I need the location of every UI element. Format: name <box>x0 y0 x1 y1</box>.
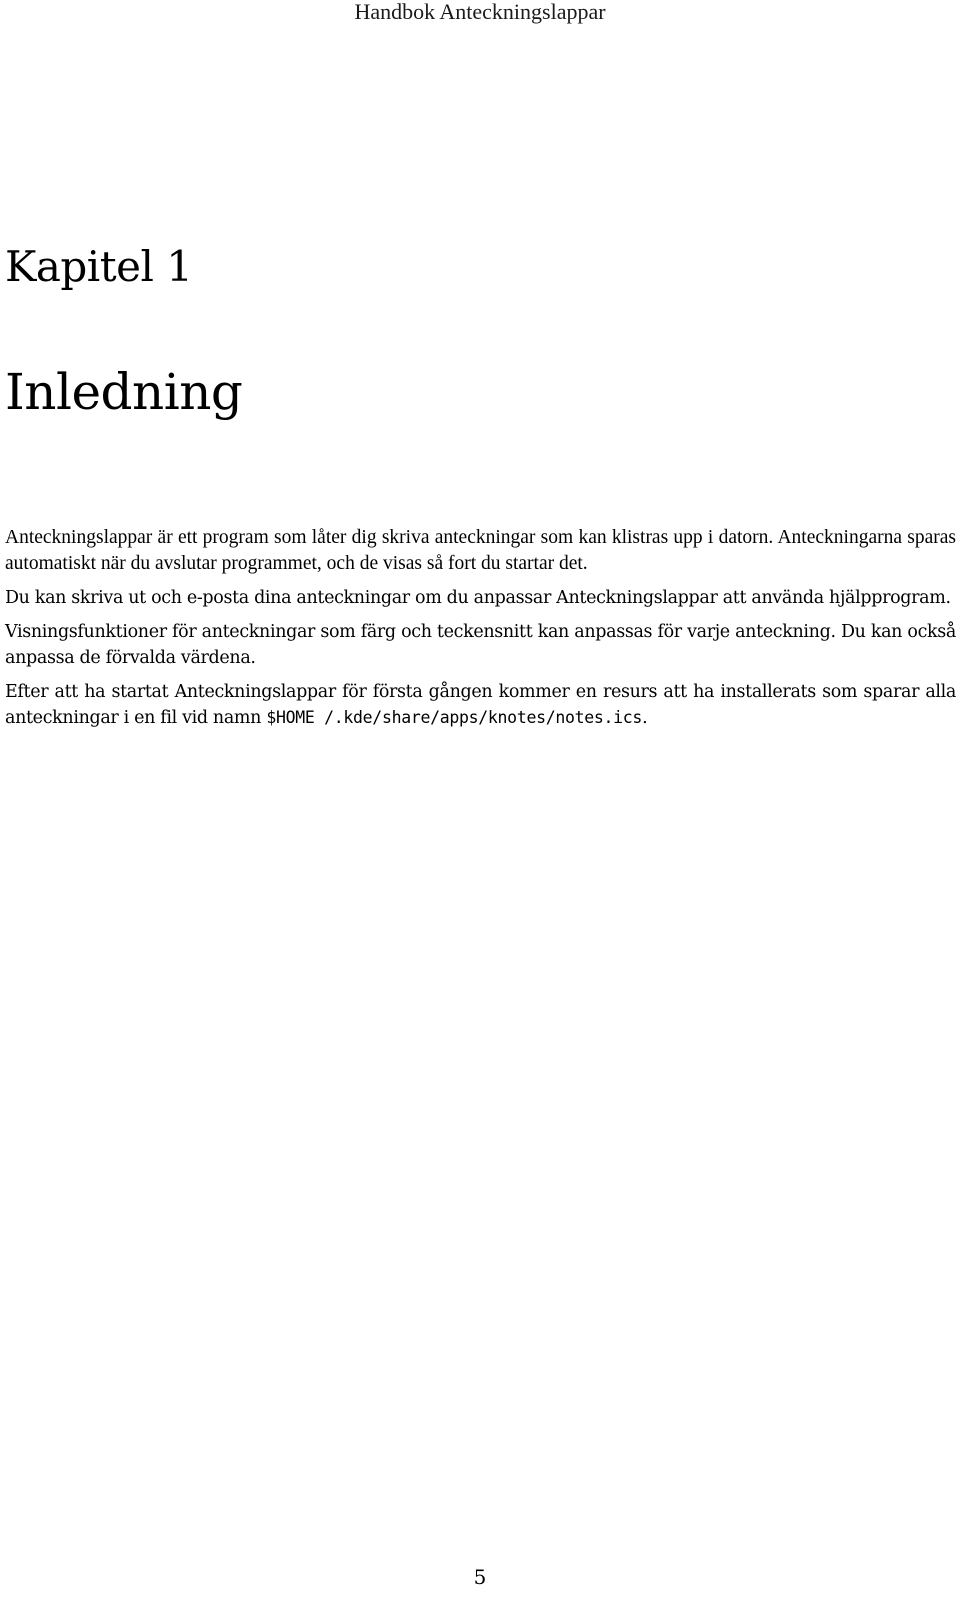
paragraph-resource-end: . <box>642 708 648 728</box>
paragraph-display: Visningsfunktioner för anteckningar som färg och teckensnitt kan anpassas för varje anteckning. Du kan också anpassa de förvalda värdena. <box>5 622 956 668</box>
running-header: Handbok Anteckningslappar <box>354 0 606 24</box>
page-number: 5 <box>473 1565 487 1589</box>
chapter-label: Kapitel 1 <box>5 242 193 291</box>
paragraph-resource-text: Efter att ha startat Anteckningslappar för första gången kommer en resurs att ha installerats som sparar alla anteckningar i en fil vid namn <box>5 682 956 728</box>
paragraph-intro: Anteckningslappar är ett program som låter dig skriva anteckningar som kan klistras upp i datorn. Anteckningarna sparas automatiskt när du avslutar programmet, och de visas så fort du startar det. <box>5 527 956 574</box>
paragraph-resource <box>5 679 956 731</box>
chapter-body <box>5 525 956 739</box>
paragraph-printing: Du kan skriva ut och e-posta dina anteckningar om du anpassar Anteckningslappar att använda hjälpprogram. <box>5 588 951 608</box>
notes-file-path: /.kde/share/apps/knotes/notes.ics <box>324 708 643 727</box>
chapter-title: Inledning <box>5 363 243 421</box>
home-variable: $HOME <box>266 708 315 727</box>
